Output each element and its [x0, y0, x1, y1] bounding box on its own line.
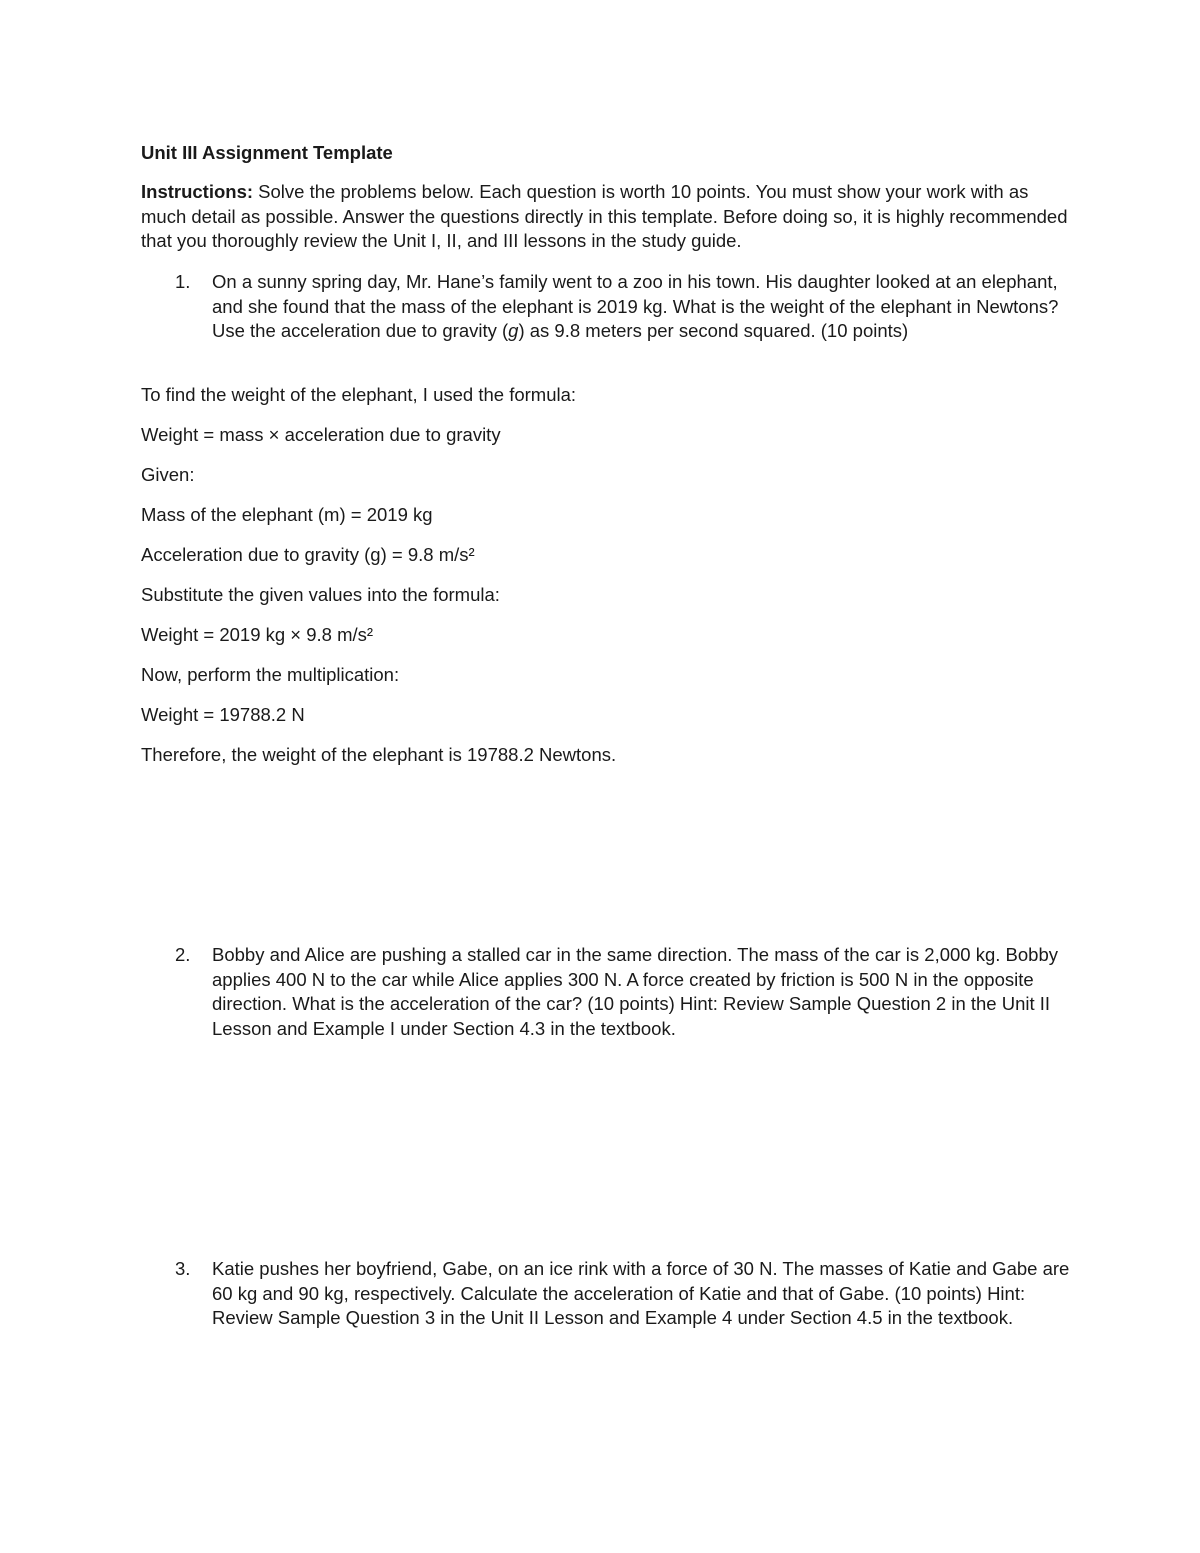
answer-1-line: Now, perform the multiplication: — [141, 664, 400, 685]
instructions-label: Instructions: — [141, 181, 254, 202]
answer-1-line: Weight = mass × acceleration due to gravity — [141, 424, 501, 445]
answer-1-line: Weight = 2019 kg × 9.8 m/s² — [141, 624, 374, 645]
answer-1-line: Given: — [141, 464, 195, 485]
question-3-text: Katie pushes her boyfriend, Gabe, on an ice rink with a force of 30 N. The masses of Katie and Gabe are 60 kg and 90 kg, respectively. Calculate the acceleration of Katie and that of Gabe. (10 points) Hint: Review Sample Question 3 in the Unit II Lesson and Example 4 under Section 4.5 in the textbook. — [212, 1258, 1070, 1328]
question-2 — [175, 943, 1075, 1043]
question-3 — [175, 1257, 1075, 1357]
instructions-text: Solve the problems below. Each question is worth 10 points. You must show your work with as much detail as possible. Answer the questions directly in this template. Before doing so, it is highly recommended that you thoroughly review the Unit I, II, and III lessons in the study guide. — [141, 181, 1068, 251]
question-3-number: 3. — [175, 1258, 191, 1279]
question-1-number: 1. — [175, 271, 191, 292]
answer-1-line: To find the weight of the elephant, I used the formula: — [141, 384, 577, 405]
question-1 — [175, 270, 1075, 370]
question-2-number: 2. — [175, 944, 191, 965]
question-1-text: On a sunny spring day, Mr. Hane’s family went to a zoo in his town. His daughter looked at an elephant, and she found that the mass of the elephant is 2019 kg. What is the weight of the elephant in Newtons? Use the acceleration due to gravity (g) as 9.8 meters per second squared. (10 points) — [212, 271, 1059, 341]
answer-1-line: Therefore, the weight of the elephant is 19788.2 Newtons. — [141, 744, 617, 765]
question-2-text: Bobby and Alice are pushing a stalled car in the same direction. The mass of the car is 2,000 kg. Bobby applies 400 N to the car while Alice applies 300 N. A force created by friction is 500 N in the opposite direction. What is the acceleration of the car? (10 points) Hint: Review Sample Question 2 in the Unit II Lesson and Example I under Section 4.3 in the textbook. — [212, 944, 1059, 1039]
gravity-symbol: g — [508, 320, 519, 341]
answer-1-line: Weight = 19788.2 N — [141, 704, 305, 725]
answer-1-line: Mass of the elephant (m) = 2019 kg — [141, 504, 433, 525]
document-title: Unit III Assignment Template — [141, 142, 393, 163]
answer-1-line: Acceleration due to gravity (g) = 9.8 m/s² — [141, 544, 475, 565]
instructions-paragraph — [141, 180, 1071, 254]
answer-1-line: Substitute the given values into the formula: — [141, 584, 500, 605]
